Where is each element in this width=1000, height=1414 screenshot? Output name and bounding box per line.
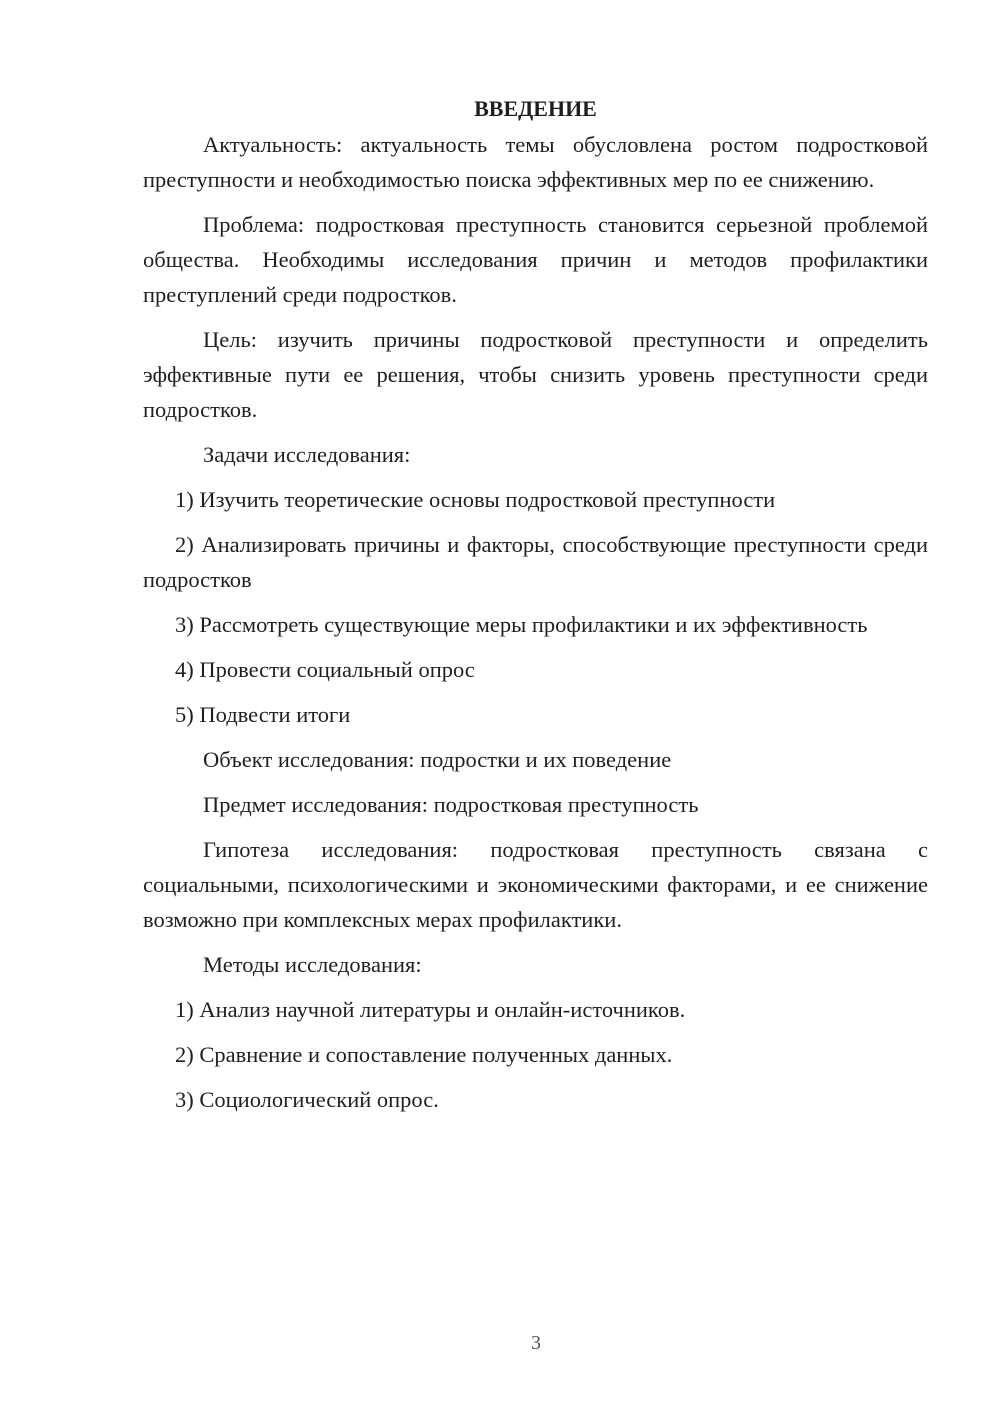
document-body	[143, 92, 928, 1127]
method-item: 3) Социологический опрос.	[175, 1087, 439, 1112]
task-item: 3) Рассмотреть существующие меры профилактики и их эффективность	[175, 612, 868, 637]
task-item: 1) Изучить теоретические основы подростковой преступности	[175, 487, 776, 512]
page-number: 3	[531, 1332, 541, 1354]
method-item: 1) Анализ научной литературы и онлайн-источников.	[175, 997, 686, 1022]
method-item: 2) Сравнение и сопоставление полученных данных.	[175, 1042, 673, 1067]
section-title: ВВЕДЕНИЕ	[474, 96, 597, 121]
relevance-paragraph: Актуальность: актуальность темы обусловлена ростом подростковой преступности и необходимостью поиска эффективных мер по ее снижению.	[143, 132, 928, 192]
subject-paragraph: Предмет исследования: подростковая преступность	[203, 792, 699, 817]
task-item: 5) Подвести итоги	[175, 702, 351, 727]
task-item: 4) Провести социальный опрос	[175, 657, 475, 682]
tasks-heading: Задачи исследования:	[203, 442, 411, 467]
goal-paragraph: Цель: изучить причины подростковой преступности и определить эффективные пути ее решения, чтобы снизить уровень преступности среди подростков.	[143, 327, 928, 422]
hypothesis-paragraph: Гипотеза исследования: подростковая преступность связана с социальными, психологическими и экономическими факторами, и ее снижение возможно при комплексных мерах профилактики.	[143, 837, 928, 932]
object-paragraph: Объект исследования: подростки и их поведение	[203, 747, 672, 772]
methods-heading: Методы исследования:	[203, 952, 422, 977]
task-item: 2) Анализировать причины и факторы, способствующие преступности среди подростков	[143, 532, 928, 592]
problem-paragraph: Проблема: подростковая преступность становится серьезной проблемой общества. Необходимы исследования причин и методов профилактики преступлений среди подростков.	[143, 212, 928, 307]
